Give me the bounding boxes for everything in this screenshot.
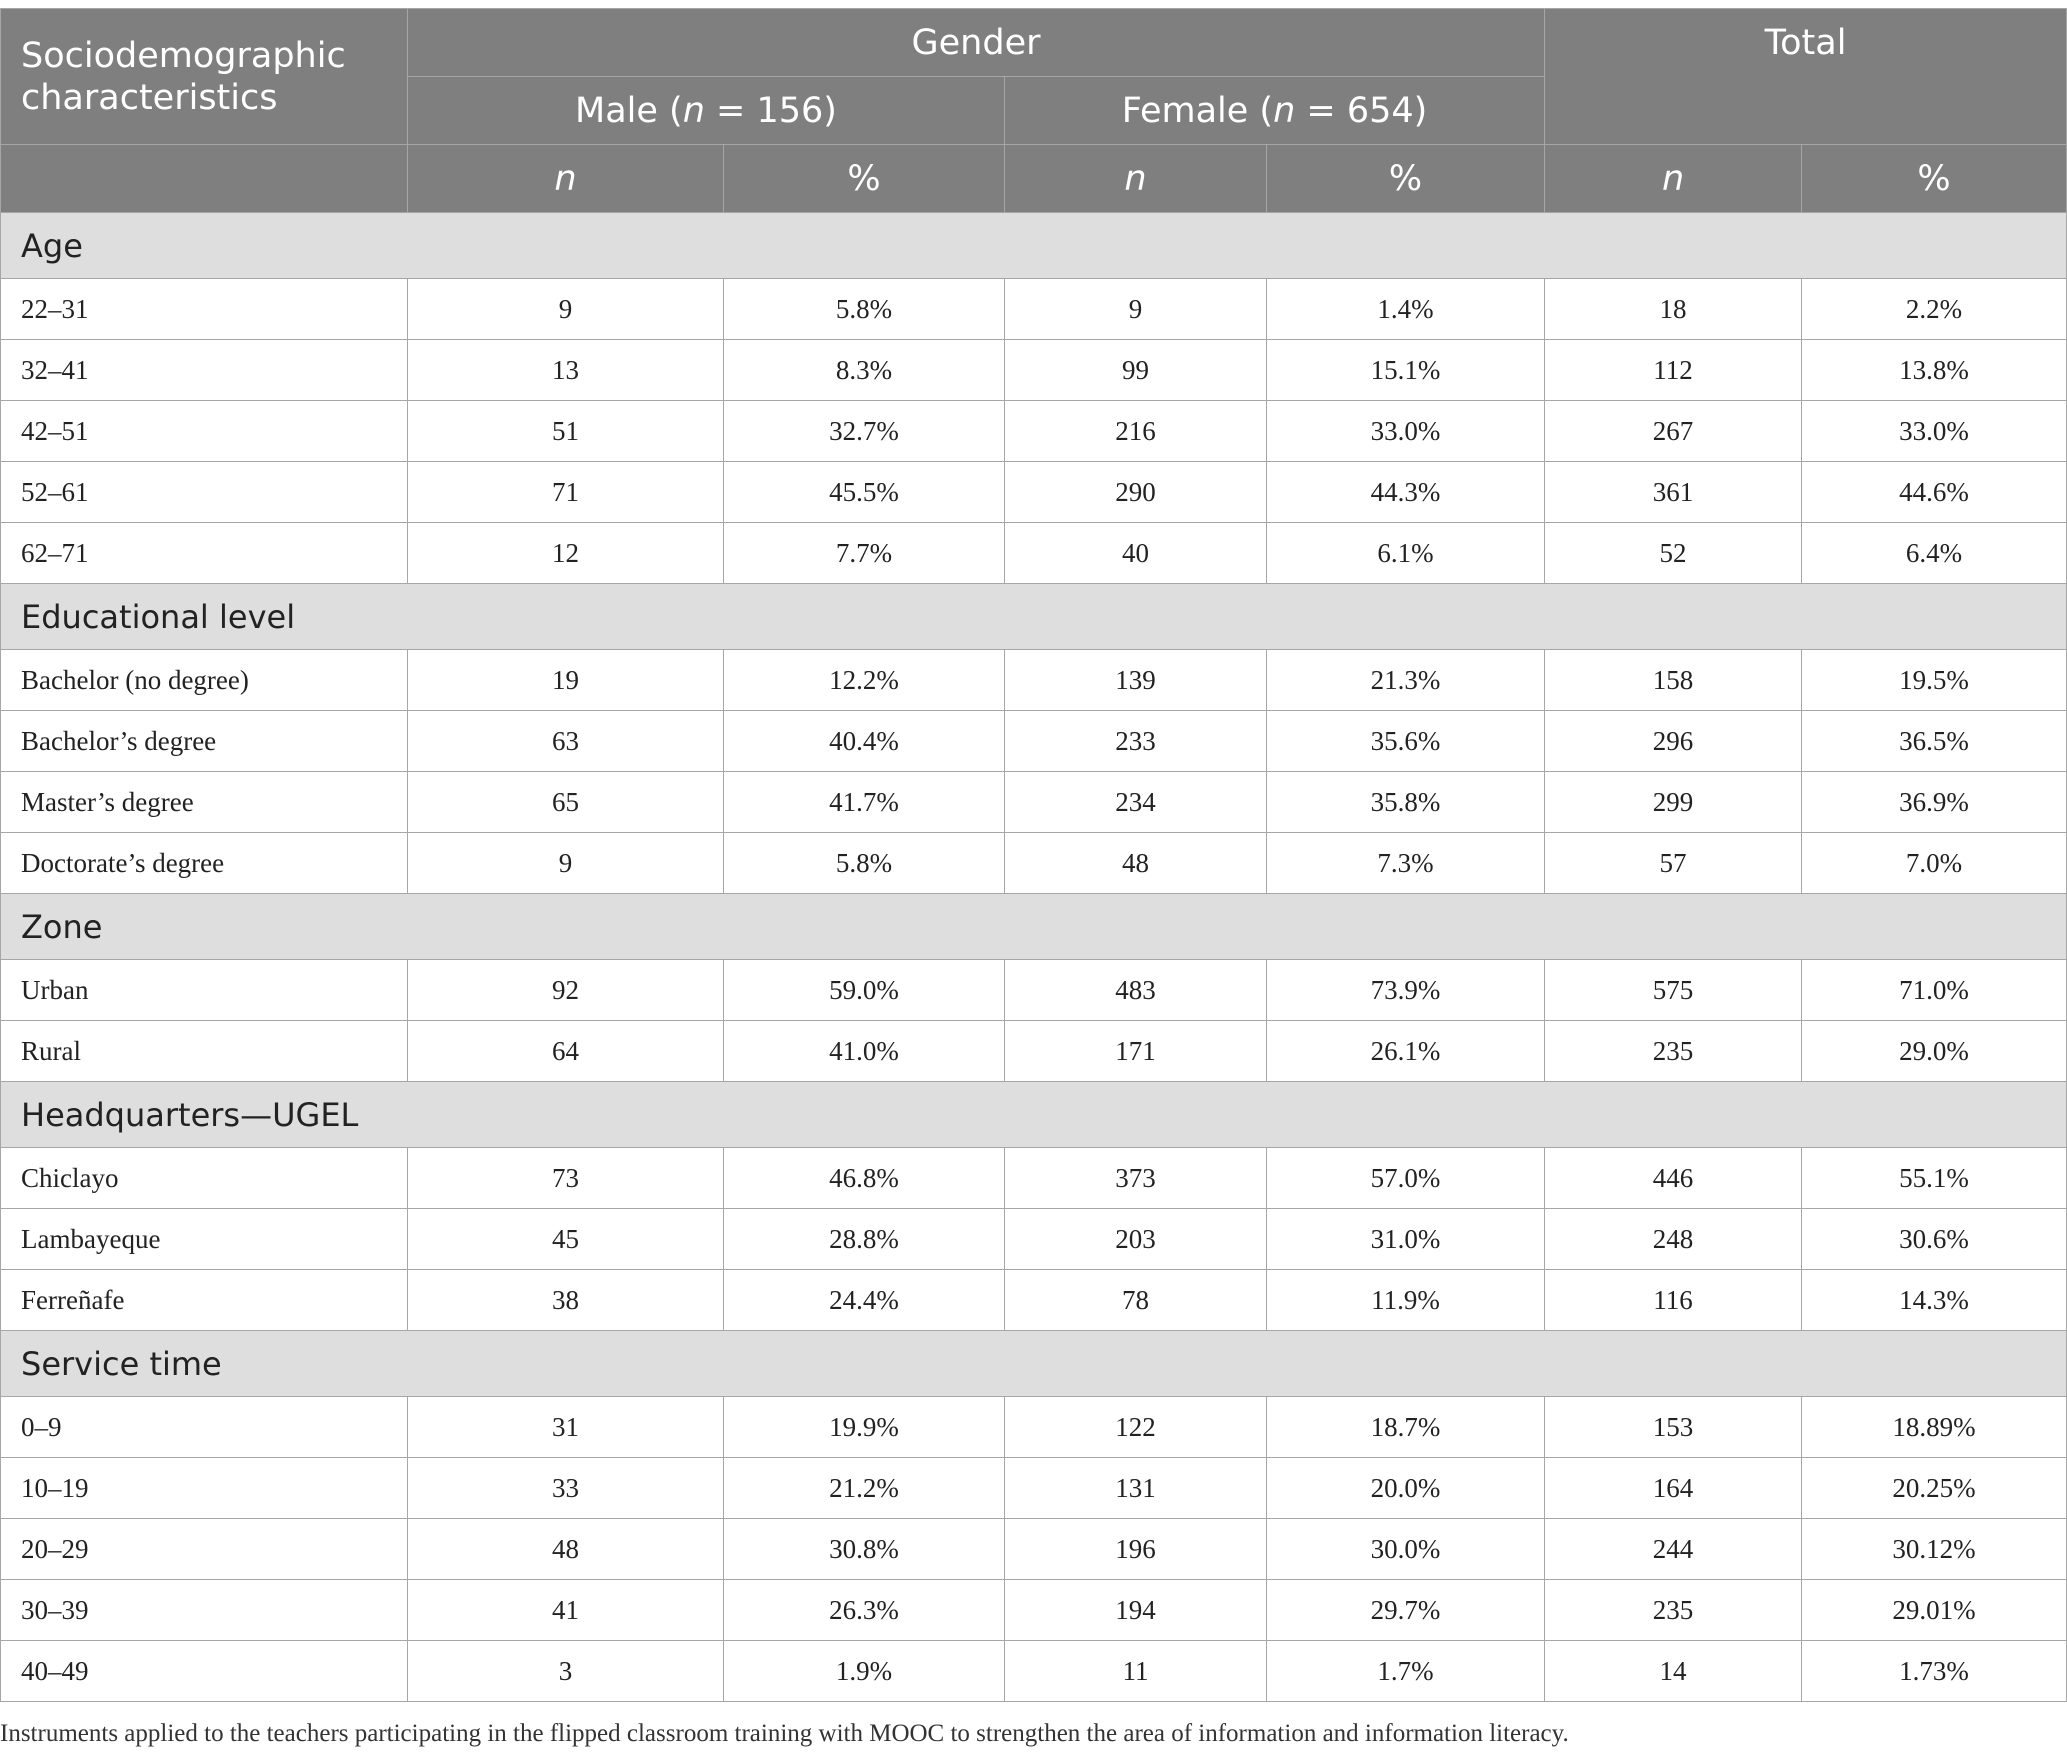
cell-female-pct: 21.3%	[1267, 650, 1545, 711]
cell-female-n: 139	[1005, 650, 1267, 711]
cell-female-pct: 31.0%	[1267, 1209, 1545, 1270]
cell-label: 62–71	[1, 523, 408, 584]
cell-female-pct: 6.1%	[1267, 523, 1545, 584]
cell-male-n: 64	[408, 1021, 724, 1082]
cell-male-n: 51	[408, 401, 724, 462]
table-row	[1, 960, 2067, 1021]
cell-total-pct: 71.0%	[1802, 960, 2067, 1021]
cell-female-pct: 35.8%	[1267, 772, 1545, 833]
section-title: Zone	[1, 894, 2067, 960]
cell-female-n: 483	[1005, 960, 1267, 1021]
cell-total-pct: 6.4%	[1802, 523, 2067, 584]
cell-female-n: 40	[1005, 523, 1267, 584]
cell-male-pct: 1.9%	[724, 1641, 1005, 1702]
cell-female-pct: 18.7%	[1267, 1397, 1545, 1458]
section-title: Headquarters—UGEL	[1, 1082, 2067, 1148]
cell-total-n: 14	[1545, 1641, 1802, 1702]
cell-label: 22–31	[1, 279, 408, 340]
cell-female-n: 203	[1005, 1209, 1267, 1270]
cell-label: 52–61	[1, 462, 408, 523]
cell-female-n: 216	[1005, 401, 1267, 462]
cell-label: 0–9	[1, 1397, 408, 1458]
cell-male-pct: 59.0%	[724, 960, 1005, 1021]
male-header-prefix: Male (	[575, 90, 683, 131]
cell-label: 40–49	[1, 1641, 408, 1702]
cell-female-pct: 26.1%	[1267, 1021, 1545, 1082]
table-row	[1, 1580, 2067, 1641]
cell-female-pct: 29.7%	[1267, 1580, 1545, 1641]
total-pct-header: %	[1802, 145, 2067, 213]
cell-total-n: 52	[1545, 523, 1802, 584]
cell-male-pct: 46.8%	[724, 1148, 1005, 1209]
cell-female-pct: 11.9%	[1267, 1270, 1545, 1331]
table-row	[1, 1148, 2067, 1209]
cell-total-n: 158	[1545, 650, 1802, 711]
cell-total-pct: 1.73%	[1802, 1641, 2067, 1702]
table-row	[1, 1270, 2067, 1331]
cell-male-pct: 8.3%	[724, 340, 1005, 401]
female-n-header: n	[1005, 145, 1267, 213]
cell-female-pct: 73.9%	[1267, 960, 1545, 1021]
cell-total-n: 116	[1545, 1270, 1802, 1331]
sociodemographic-table	[0, 8, 2067, 1702]
cell-female-n: 171	[1005, 1021, 1267, 1082]
cell-label: Master’s degree	[1, 772, 408, 833]
cell-total-pct: 30.6%	[1802, 1209, 2067, 1270]
cell-label: Ferreñafe	[1, 1270, 408, 1331]
table-row	[1, 772, 2067, 833]
cell-male-pct: 28.8%	[724, 1209, 1005, 1270]
cell-male-pct: 32.7%	[724, 401, 1005, 462]
cell-total-pct: 13.8%	[1802, 340, 2067, 401]
cell-male-n: 48	[408, 1519, 724, 1580]
female-header-prefix: Female (	[1121, 90, 1274, 131]
total-header-label: Total	[1764, 23, 1847, 63]
section-title: Service time	[1, 1331, 2067, 1397]
cell-female-n: 194	[1005, 1580, 1267, 1641]
empty-header-cell	[1, 145, 408, 213]
cell-female-n: 233	[1005, 711, 1267, 772]
table-row	[1, 340, 2067, 401]
cell-label: Chiclayo	[1, 1148, 408, 1209]
cell-male-n: 71	[408, 462, 724, 523]
cell-female-pct: 20.0%	[1267, 1458, 1545, 1519]
section-row	[1, 894, 2067, 960]
cell-female-pct: 15.1%	[1267, 340, 1545, 401]
male-header-suffix: = 156)	[704, 90, 837, 131]
cell-total-pct: 36.5%	[1802, 711, 2067, 772]
cell-male-n: 65	[408, 772, 724, 833]
cell-female-n: 373	[1005, 1148, 1267, 1209]
cell-male-n: 45	[408, 1209, 724, 1270]
female-header-suffix: = 654)	[1295, 90, 1428, 131]
cell-label: 32–41	[1, 340, 408, 401]
cell-male-pct: 45.5%	[724, 462, 1005, 523]
cell-female-n: 78	[1005, 1270, 1267, 1331]
total-n-header: n	[1545, 145, 1802, 213]
cell-total-n: 57	[1545, 833, 1802, 894]
cell-total-pct: 20.25%	[1802, 1458, 2067, 1519]
cell-total-pct: 18.89%	[1802, 1397, 2067, 1458]
table-row	[1, 279, 2067, 340]
male-n-header: n	[408, 145, 724, 213]
cell-female-n: 99	[1005, 340, 1267, 401]
cell-female-n: 234	[1005, 772, 1267, 833]
cell-total-n: 153	[1545, 1397, 1802, 1458]
cell-total-pct: 55.1%	[1802, 1148, 2067, 1209]
cell-male-n: 41	[408, 1580, 724, 1641]
cell-female-pct: 44.3%	[1267, 462, 1545, 523]
cell-male-pct: 30.8%	[724, 1519, 1005, 1580]
cell-male-pct: 5.8%	[724, 833, 1005, 894]
cell-male-pct: 5.8%	[724, 279, 1005, 340]
cell-total-n: 248	[1545, 1209, 1802, 1270]
cell-total-n: 299	[1545, 772, 1802, 833]
table-row	[1, 1397, 2067, 1458]
row-label-header: Sociodemographic characteristics	[1, 9, 408, 145]
cell-male-pct: 26.3%	[724, 1580, 1005, 1641]
cell-total-pct: 36.9%	[1802, 772, 2067, 833]
cell-label: Doctorate’s degree	[1, 833, 408, 894]
cell-label: 42–51	[1, 401, 408, 462]
cell-total-pct: 44.6%	[1802, 462, 2067, 523]
cell-total-n: 267	[1545, 401, 1802, 462]
table-row	[1, 523, 2067, 584]
cell-label: Bachelor’s degree	[1, 711, 408, 772]
table-row	[1, 1519, 2067, 1580]
cell-female-n: 48	[1005, 833, 1267, 894]
cell-male-n: 31	[408, 1397, 724, 1458]
cell-male-pct: 7.7%	[724, 523, 1005, 584]
cell-male-n: 33	[408, 1458, 724, 1519]
cell-female-n: 196	[1005, 1519, 1267, 1580]
cell-total-pct: 29.0%	[1802, 1021, 2067, 1082]
cell-label: Rural	[1, 1021, 408, 1082]
section-title: Educational level	[1, 584, 2067, 650]
table-header	[1, 9, 2067, 213]
cell-total-n: 296	[1545, 711, 1802, 772]
cell-total-n: 235	[1545, 1021, 1802, 1082]
cell-total-n: 361	[1545, 462, 1802, 523]
cell-total-n: 244	[1545, 1519, 1802, 1580]
cell-male-n: 13	[408, 340, 724, 401]
cell-male-n: 9	[408, 279, 724, 340]
cell-label: Bachelor (no degree)	[1, 650, 408, 711]
cell-total-pct: 7.0%	[1802, 833, 2067, 894]
section-row	[1, 1331, 2067, 1397]
cell-label: 20–29	[1, 1519, 408, 1580]
cell-male-n: 12	[408, 523, 724, 584]
section-row	[1, 1082, 2067, 1148]
total-header	[1545, 9, 2067, 145]
cell-female-n: 290	[1005, 462, 1267, 523]
cell-male-pct: 21.2%	[724, 1458, 1005, 1519]
cell-female-pct: 1.4%	[1267, 279, 1545, 340]
section-row	[1, 584, 2067, 650]
cell-label: 10–19	[1, 1458, 408, 1519]
table-row	[1, 462, 2067, 523]
cell-female-pct: 57.0%	[1267, 1148, 1545, 1209]
cell-male-pct: 12.2%	[724, 650, 1005, 711]
female-pct-header: %	[1267, 145, 1545, 213]
male-header-n: n	[682, 90, 705, 131]
cell-male-pct: 41.7%	[724, 772, 1005, 833]
cell-male-n: 63	[408, 711, 724, 772]
section-row	[1, 213, 2067, 279]
female-header-n: n	[1273, 90, 1296, 131]
cell-total-pct: 33.0%	[1802, 401, 2067, 462]
cell-female-pct: 1.7%	[1267, 1641, 1545, 1702]
male-pct-header: %	[724, 145, 1005, 213]
cell-total-pct: 30.12%	[1802, 1519, 2067, 1580]
cell-female-pct: 7.3%	[1267, 833, 1545, 894]
cell-male-pct: 41.0%	[724, 1021, 1005, 1082]
cell-male-pct: 19.9%	[724, 1397, 1005, 1458]
cell-male-n: 73	[408, 1148, 724, 1209]
female-header	[1005, 77, 1545, 145]
table-row	[1, 1641, 2067, 1702]
male-header	[408, 77, 1005, 145]
cell-female-n: 122	[1005, 1397, 1267, 1458]
cell-female-pct: 30.0%	[1267, 1519, 1545, 1580]
cell-total-pct: 2.2%	[1802, 279, 2067, 340]
table-row	[1, 833, 2067, 894]
cell-female-n: 11	[1005, 1641, 1267, 1702]
cell-total-pct: 29.01%	[1802, 1580, 2067, 1641]
cell-total-n: 446	[1545, 1148, 1802, 1209]
cell-total-pct: 14.3%	[1802, 1270, 2067, 1331]
cell-total-n: 112	[1545, 340, 1802, 401]
cell-male-n: 38	[408, 1270, 724, 1331]
cell-total-n: 18	[1545, 279, 1802, 340]
cell-label: 30–39	[1, 1580, 408, 1641]
table-caption: Instruments applied to the teachers participating in the flipped classroom training with MOOC to strengthen the area of information and information literacy.	[0, 1720, 1569, 1747]
cell-female-pct: 35.6%	[1267, 711, 1545, 772]
cell-total-n: 575	[1545, 960, 1802, 1021]
cell-female-n: 131	[1005, 1458, 1267, 1519]
cell-female-pct: 33.0%	[1267, 401, 1545, 462]
cell-male-n: 19	[408, 650, 724, 711]
table-body	[1, 213, 2067, 1702]
table-row	[1, 1458, 2067, 1519]
table-row	[1, 1021, 2067, 1082]
cell-label: Lambayeque	[1, 1209, 408, 1270]
cell-total-n: 235	[1545, 1580, 1802, 1641]
cell-label: Urban	[1, 960, 408, 1021]
table-row	[1, 650, 2067, 711]
cell-total-n: 164	[1545, 1458, 1802, 1519]
cell-female-n: 9	[1005, 279, 1267, 340]
gender-header: Gender	[408, 9, 1545, 77]
table-row	[1, 1209, 2067, 1270]
cell-male-n: 9	[408, 833, 724, 894]
section-title: Age	[1, 213, 2067, 279]
table-row	[1, 401, 2067, 462]
cell-male-pct: 40.4%	[724, 711, 1005, 772]
cell-male-n: 92	[408, 960, 724, 1021]
cell-total-pct: 19.5%	[1802, 650, 2067, 711]
cell-male-n: 3	[408, 1641, 724, 1702]
cell-male-pct: 24.4%	[724, 1270, 1005, 1331]
table-row	[1, 711, 2067, 772]
